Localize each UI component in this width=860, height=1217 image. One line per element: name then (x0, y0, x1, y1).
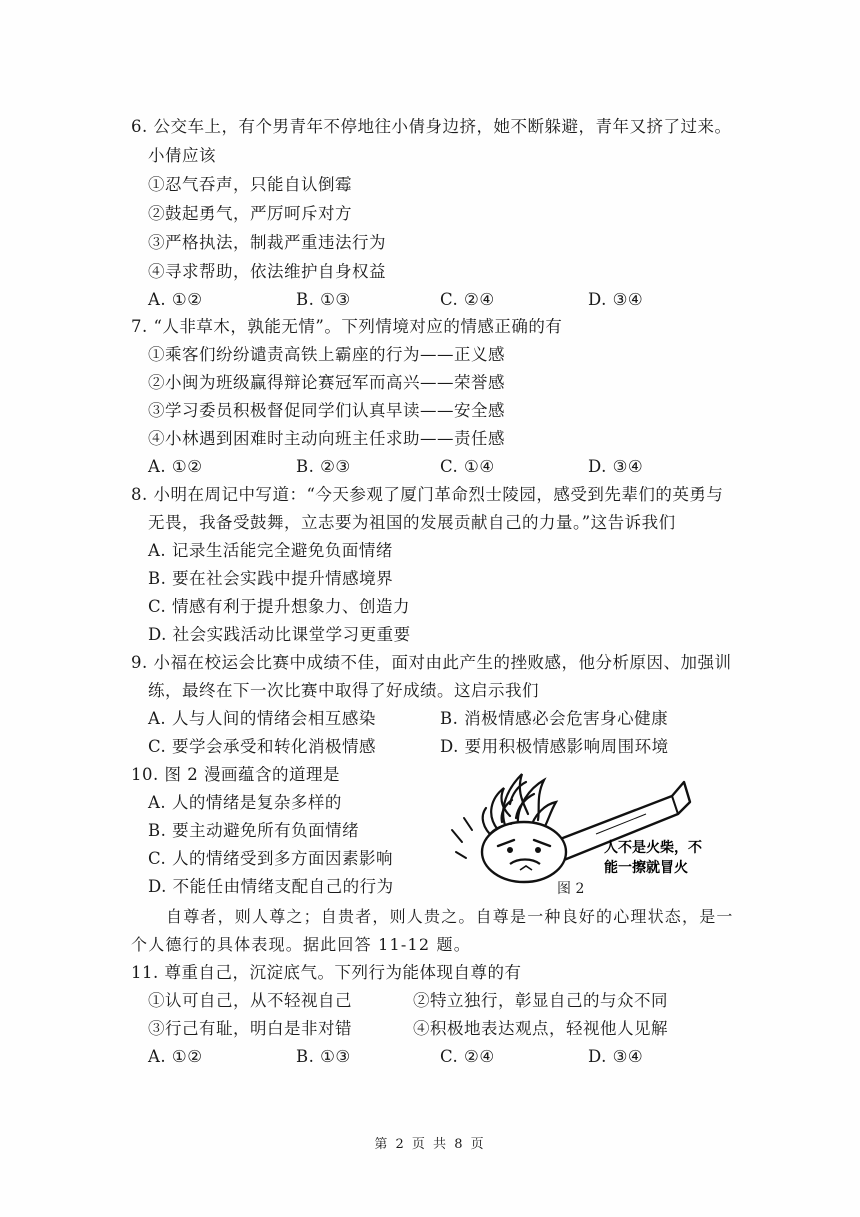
q7-option-c: C. ①④ (440, 457, 495, 476)
q7-stem: 7. “人非草木，孰能无情”。下列情境对应的情感正确的有 (131, 317, 563, 336)
cartoon-text-line1: 人不是火柴，不 (604, 840, 702, 856)
q9-option-d: D. 要用积极情感影响周围环境 (440, 737, 669, 756)
q10-option-a: A. 人的情绪是复杂多样的 (148, 793, 342, 812)
q9-stem-line1: 9. 小福在校运会比赛中成绩不佳，面对由此产生的挫败感，他分析原因、加强训 (131, 653, 732, 672)
q7-item-3: ③学习委员积极督促同学们认真早读——安全感 (148, 401, 505, 420)
q7-option-a: A. ①② (148, 457, 203, 476)
q8-stem-line1: 8. 小明在周记中写道：“今天参观了厦门革命烈士陵园，感受到先辈们的英勇与 (131, 485, 724, 504)
q11-option-a: A. ①② (148, 1047, 203, 1066)
q6-option-c: C. ②④ (440, 290, 495, 309)
q10-stem: 10. 图 2 漫画蕴含的道理是 (131, 765, 340, 784)
q6-item-1: ①忍气吞声，只能自认倒霉 (148, 175, 352, 194)
q6-item-3: ③严格执法，制裁严重违法行为 (148, 233, 386, 252)
q9-option-a: A. 人与人间的情绪会相互感染 (148, 709, 376, 728)
q6-item-2: ②鼓起勇气，严厉呵斥对方 (148, 204, 352, 223)
q8-option-b: B. 要在社会实践中提升情感境界 (148, 569, 394, 588)
passage-line2: 个人德行的具体表现。据此回答 11-12 题。 (131, 935, 471, 954)
q6-stem-line1: 6. 公交车上，有个男青年不停地往小倩身边挤，她不断躲避，青年又挤了过来。 (131, 117, 732, 136)
q11-item-4: ④积极地表达观点，轻视他人见解 (413, 1019, 668, 1038)
page-footer: 第 2 页 共 8 页 (374, 1137, 486, 1152)
q8-stem-line2: 无畏，我备受鼓舞，立志要为祖国的发展贡献自己的力量。”这告诉我们 (148, 513, 676, 532)
q7-item-1: ①乘客们纷纷谴责高铁上霸座的行为——正义感 (148, 345, 505, 364)
figure-caption: 图 2 (557, 881, 585, 897)
angry-match-face-icon (482, 822, 566, 882)
q7-item-2: ②小闽为班级赢得辩论赛冠军而高兴——荣誉感 (148, 373, 505, 392)
q6-option-d: D. ③④ (588, 290, 644, 309)
q7-option-b: B. ②③ (296, 457, 351, 476)
q11-item-3: ③行己有耻，明白是非对错 (148, 1019, 352, 1038)
q6-item-4: ④寻求帮助，依法维护自身权益 (148, 262, 386, 281)
match-flame-icon (446, 760, 736, 895)
q11-option-d: D. ③④ (588, 1047, 644, 1066)
q8-option-d: D. 社会实践活动比课堂学习更重要 (148, 625, 411, 644)
q6-option-a: A. ①② (148, 290, 203, 309)
q8-option-c: C. 情感有利于提升想象力、创造力 (148, 597, 411, 616)
q7-option-d: D. ③④ (588, 457, 644, 476)
q6-option-b: B. ①③ (296, 290, 351, 309)
q11-option-c: C. ②④ (440, 1047, 495, 1066)
q11-item-1: ①认可自己，从不轻视自己 (148, 991, 352, 1010)
q10-option-d: D. 不能任由情绪支配自己的行为 (148, 877, 394, 896)
q11-stem: 11. 尊重自己，沉淀底气。下列行为能体现自尊的有 (131, 963, 522, 982)
q11-option-b: B. ①③ (296, 1047, 351, 1066)
q11-item-2: ②特立独行，彰显自己的与众不同 (413, 991, 668, 1010)
q9-option-c: C. 要学会承受和转化消极情感 (148, 737, 377, 756)
q6-stem-line2: 小倩应该 (148, 146, 216, 165)
q9-option-b: B. 消极情感必会危害身心健康 (440, 709, 669, 728)
q9-stem-line2: 练，最终在下一次比赛中取得了好成绩。这启示我们 (148, 681, 539, 700)
q8-option-a: A. 记录生活能完全避免负面情绪 (148, 541, 393, 560)
q10-option-b: B. 要主动避免所有负面情绪 (148, 821, 360, 840)
match-cartoon (446, 760, 736, 895)
passage-line1: 自尊者，则人尊之；自贵者，则人贵之。自尊是一种良好的心理状态，是一 (166, 907, 734, 926)
q7-item-4: ④小林遇到困难时主动向班主任求助——责任感 (148, 429, 505, 448)
cartoon-text-line2: 能一擦就冒火 (604, 860, 688, 876)
q10-option-c: C. 人的情绪受到多方面因素影响 (148, 849, 394, 868)
